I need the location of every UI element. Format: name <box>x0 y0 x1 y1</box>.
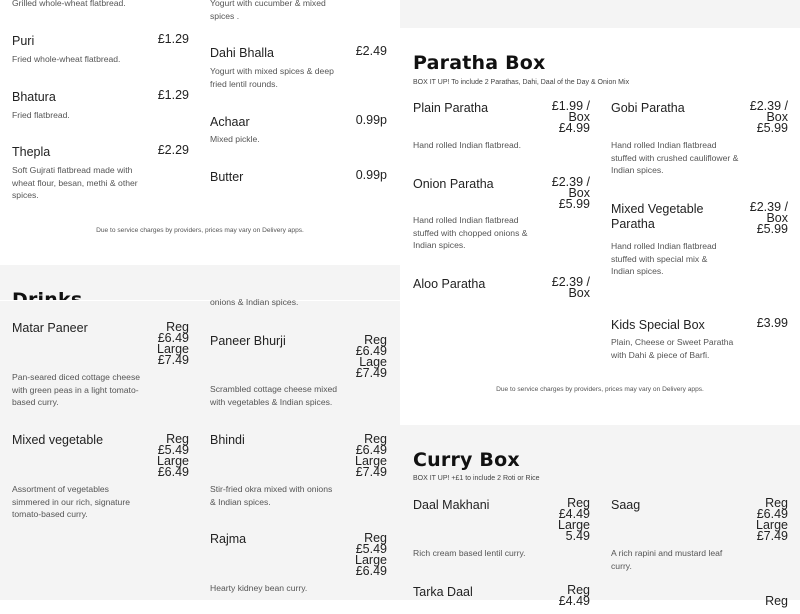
menu-item-mixed-vegetable-paratha[interactable] <box>611 201 788 281</box>
item-name: Tarka Daal <box>413 585 473 599</box>
item-description: Plain, Cheese or Sweet Paratha with Dahi & piece of Barfi. <box>611 337 734 360</box>
item-name: Onion Paratha <box>413 177 494 191</box>
menu-item-kids-special-box[interactable] <box>611 317 788 367</box>
item-description: Pan-seared diced cottage cheese with green peas in a light tomato-based curry. <box>12 372 141 407</box>
section-heading-curry-box: Curry Box <box>413 449 520 471</box>
item-name: Bhindi <box>210 433 245 447</box>
item-price: Reg <box>765 594 788 608</box>
item-description: Fried flatbread. <box>12 110 70 120</box>
item-name: Daal Makhani <box>413 498 490 512</box>
item-price: £2.39 / Box <box>551 275 590 300</box>
item-price: £3.99 <box>756 316 788 330</box>
veg-curry-section <box>0 297 400 600</box>
menu-item-tarka-daal[interactable] <box>413 584 590 614</box>
item-description: Assortment of vegetables simmered in our rich, signature tomato-based curry. <box>12 484 130 519</box>
item-description: Mixed pickle. <box>210 134 260 144</box>
item-name: Matar Paneer <box>12 321 88 335</box>
item-price: Reg £6.49 Lage £7.49 <box>355 333 387 380</box>
item-name: Thepla <box>12 145 51 159</box>
item-price: Reg £5.49 Large £6.49 <box>355 531 387 578</box>
item-price: £2.49 <box>355 44 387 58</box>
item-price: Reg £5.49 Large £6.49 <box>157 432 189 479</box>
item-price: £2.39 / Box £5.99 <box>551 175 590 211</box>
menu-item-butter[interactable] <box>210 170 387 186</box>
item-description: Yogurt with cucumber & mixed spices . <box>210 0 326 21</box>
item-name: Kids Special Box <box>611 318 705 332</box>
delivery-price-note: Due to service charges by providers, prices may vary on Delivery apps. <box>96 227 304 234</box>
menu-item-matar-paneer[interactable] <box>12 321 189 411</box>
item-name: Paneer Bhurji <box>210 334 286 348</box>
right-top-strip <box>400 0 800 28</box>
item-description: Hand rolled Indian flatbread stuffed with crushed cauliflower & Indian spices. <box>611 140 739 175</box>
menu-item-daal-makhani[interactable] <box>413 497 590 577</box>
menu-item-onion-paratha[interactable] <box>413 176 590 256</box>
item-description: Grilled whole-wheat flatbread. <box>12 0 126 8</box>
menu-item-gobi-paratha[interactable] <box>611 100 788 180</box>
section-subheading: BOX IT UP! +£1 to include 2 Roti or Rice <box>413 475 540 482</box>
item-description: Stir-fried okra mixed with onions & Indian spices. <box>210 484 333 507</box>
item-name: Rajma <box>210 532 247 546</box>
item-name: Butter <box>210 170 244 184</box>
item-price: £1.99 / Box £4.99 <box>551 99 590 135</box>
menu-item-aloo-paratha[interactable] <box>413 276 590 306</box>
menu-item-achaar[interactable] <box>210 115 387 147</box>
item-description: A rich rapini and mustard leaf curry. <box>611 548 723 571</box>
item-description: Fried whole-wheat flatbread. <box>12 54 121 64</box>
item-name: Plain Paratha <box>413 101 489 115</box>
menu-item-thepla[interactable] <box>12 145 189 205</box>
item-name: Dahi Bhalla <box>210 46 274 60</box>
item-description: Hand rolled Indian flatbread stuffed with chopped onions & Indian spices. <box>413 215 528 250</box>
item-price: 0.99p <box>355 113 387 127</box>
item-description: Hearty kidney bean curry. <box>210 583 308 593</box>
menu-item-puri[interactable] <box>12 34 189 74</box>
menu-item-mixed-vegetable[interactable] <box>12 433 189 523</box>
section-heading-paratha-box: Paratha Box <box>413 52 546 74</box>
menu-item-rajma[interactable] <box>210 532 387 598</box>
item-price: Reg £4.49 <box>558 583 590 608</box>
item-price: £2.39 / Box £5.99 <box>749 200 788 236</box>
item-price: £2.39 / Box £5.99 <box>749 99 788 135</box>
item-price: £2.29 <box>157 143 189 157</box>
item-name: Aloo Paratha <box>413 277 486 291</box>
curry-box-section <box>400 425 800 608</box>
item-name: Puri <box>12 34 35 48</box>
item-price: £1.29 <box>157 32 189 46</box>
paratha-box-section <box>400 28 800 425</box>
bread-section <box>0 0 400 265</box>
item-name: Saag <box>611 498 641 512</box>
item-name: Mixed vegetable <box>12 433 104 447</box>
item-description: Rich cream based lentil curry. <box>413 548 526 558</box>
item-price: £1.29 <box>157 88 189 102</box>
item-price: Reg £4.49 Large 5.49 <box>558 496 590 543</box>
item-description: Soft Gujrati flatbread made with wheat flour, besan, methi & other spices. <box>12 165 138 200</box>
item-price: 0.99p <box>355 168 387 182</box>
menu-item-partial[interactable] <box>611 594 788 608</box>
section-subheading: BOX IT UP! To include 2 Parathas, Dahi, Daal of the Day & Onion Mix <box>413 79 630 86</box>
item-name: Bhatura <box>12 90 56 104</box>
menu-item-saag[interactable] <box>611 497 788 577</box>
menu-item-dahi-bhalla[interactable] <box>210 46 387 91</box>
delivery-price-note: Due to service charges by providers, prices may vary on Delivery apps. <box>496 386 704 393</box>
item-description: onions & Indian spices. <box>210 297 299 307</box>
item-name: Mixed Vegetable Paratha <box>611 202 704 231</box>
menu-item-bhatura[interactable] <box>12 90 189 130</box>
item-description: Scrambled cottage cheese mixed with vegetables & Indian spices. <box>210 384 338 407</box>
menu-item-plain-paratha[interactable] <box>413 100 590 160</box>
item-description: Hand rolled Indian flatbread. <box>413 140 521 150</box>
item-description: Hand rolled Indian flatbread stuffed with special mix & Indian spices. <box>611 241 717 276</box>
item-description: Yogurt with mixed spices & deep fried lentil rounds. <box>210 66 334 89</box>
item-price: Reg £6.49 Large £7.49 <box>157 320 189 367</box>
menu-item-paneer-bhurji[interactable] <box>210 334 387 414</box>
item-price: Reg £6.49 Large £7.49 <box>756 496 788 543</box>
menu-item-bhindi[interactable] <box>210 433 387 513</box>
item-price: Reg £6.49 Large £7.49 <box>355 432 387 479</box>
item-name: Gobi Paratha <box>611 101 685 115</box>
item-name: Achaar <box>210 115 250 129</box>
